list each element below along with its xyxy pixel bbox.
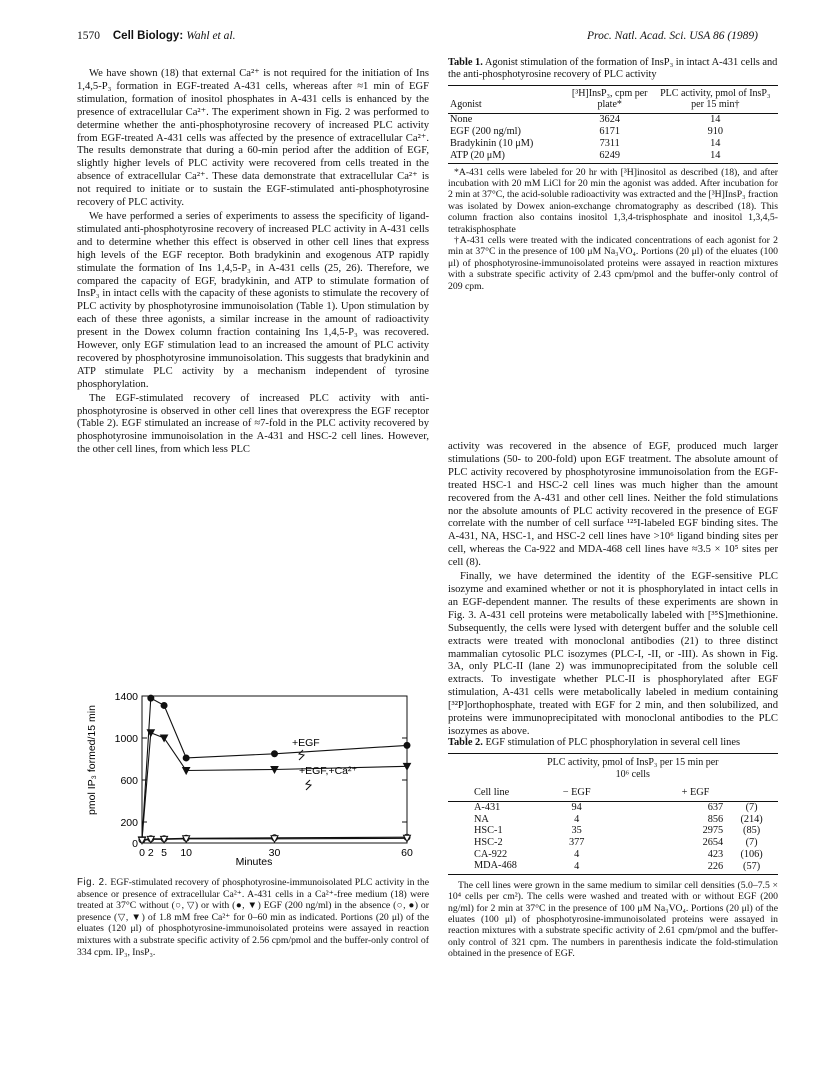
- paragraph: Finally, we have determined the identity of the EGF-sensitive PLC isozyme and examined whether or not it is phosphorylated in intact cells in an EGF-dependent manner. The results of these experiments are shown in Fig. 3. A-431 cell proteins were metabolically labeled with [³⁵S]methionine. Subsequently, the cells were lysed with detergent buffer and the soluble cell extracts were treated with monoclonal antibodies (21) to three distinct mammalian cytosolic PLC isozymes (PLC-I, -II, or -III). As shown in Fig. 3A, only PLC-II (lane 2) was immunoprecipitated from the soluble cell extracts. To investigate whether PLC-II is phosphorylated after EGF stimulation, A-431 cells were metabolically labeled in medium containing [³²P]orthophosphate, treated with EGF for 2 min, and then solubilized, and proteins were immunoprecipitated with monoclonal antibodies to the PLC isozymes as above.: [448, 571, 778, 737]
- table-row: [448, 126, 778, 138]
- table-cell: 226: [707, 861, 724, 873]
- table-cell: ATP (20 μM): [450, 150, 505, 162]
- table-cell: 4: [574, 813, 580, 825]
- data-point: [161, 702, 167, 708]
- chart-series: [139, 695, 411, 844]
- paragraph: The EGF-stimulated recovery of increased PLC activity with anti-phosphotyrosine is observed in other cell lines that overexpress the EGF receptor (Table 2). EGF stimulated an increase of ≈7-fold in the PLC activity recovered by phosphotyrosine immunoisolation in the A-431 and HSC-2 cell lines. However, the other cell lines, from which less PLC: [77, 392, 429, 456]
- table-cell: (106): [740, 848, 763, 860]
- table-2: [448, 737, 778, 960]
- table-group-header-row: [448, 754, 778, 787]
- series-label-egf: +EGF: [292, 737, 320, 749]
- table-row: [448, 138, 778, 150]
- y-tick-label: 200: [120, 817, 138, 829]
- table-row: [448, 150, 778, 163]
- table-1-grid: [448, 85, 778, 164]
- table-1-footnotes: [448, 167, 778, 292]
- column-header: [³H]InsP₃, cpm per plate*: [571, 87, 648, 111]
- table-label: Table 1.: [448, 57, 483, 68]
- journal-section: [113, 30, 236, 42]
- table-cell: 3624: [599, 113, 620, 125]
- figure-2-chart: [77, 688, 437, 866]
- column-header: + EGF: [681, 786, 710, 798]
- table-cell: EGF (200 ng/ml): [450, 126, 521, 138]
- table-2-footnote: The cell lines were grown in the same medium to similar cell densities (5.0–7.5 × 10⁴ cells per cm²). The cells were washed and treated with or without EGF (200 ng/ml) for 2 min at 37°C in the presence of 100 μM Na₃VO₄. Portions (20 μl) of the eluates (100 μl) of phosphotyrosine-immunoisolated proteins were assayed in reaction mixtures with a substrate specific activity of 2.61 cpm/pmol and the buffer-only control of 321 cpm. The numbers in parenthesis indicate the fold-stimulation obtained in the presence of EGF.: [448, 879, 778, 960]
- figure-caption-text: EGF-stimulated recovery of phosphotyrosine-immunoisolated PLC activity in the absence or presence of extracellular Ca²⁺. A-431 cells in a Ca²⁺-free medium (18) were treated at 37°C without (○, ▽) or with (●, ▼) EGF (200 ng/ml) in the absence (○, ●) or presence (▽, ▼) of 1.8 mM free Ca²⁺ for 0–60 min as indicated. Portions (20 μl) of the eluates (120 μl) of phosphotyrosine-immunoisolated proteins were assayed in reaction mixtures with a substrate specific activity of 2.56 cpm/pmol and the buffer-only control of 334 cpm. IP₃, InsP₃.: [77, 877, 430, 958]
- x-tick-label: 10: [180, 847, 193, 859]
- data-point: [148, 695, 154, 701]
- left-column: [77, 68, 429, 458]
- column-header: Agonist: [450, 99, 482, 111]
- table-cell: (214): [740, 813, 763, 825]
- y-tick-label: 600: [120, 775, 138, 787]
- table-cell: (85): [743, 825, 761, 837]
- y-tick-label: 1000: [114, 733, 138, 745]
- table-cell: HSC-2: [474, 836, 503, 848]
- table-row: [448, 837, 778, 849]
- x-tick-label: 2: [147, 847, 154, 859]
- page-number: 1570: [77, 30, 100, 42]
- table-cell: 14: [710, 150, 721, 162]
- table-cell: 377: [568, 836, 585, 848]
- footnote: †A-431 cells were treated with the indicated concentrations of each agonist for 2 min at 37°C in the presence of 100 μM Na₃VO₄. Portions (20 μl) of the eluates (100 μl) of phosphotyrosine-immunoisolated proteins were assayed in reaction mixtures with a substrate specific activity of 2.43 cpm/pmol and the buffer-only control of 209 cpm.: [448, 235, 778, 292]
- table-cell: A-431: [474, 802, 501, 814]
- table-cell: 6249: [599, 150, 620, 162]
- column-header: − EGF: [562, 786, 591, 798]
- column-header: PLC activity, pmol of InsP₃ per 15 min†: [660, 87, 771, 111]
- table-row: [448, 849, 778, 861]
- table-cell: NA: [474, 813, 489, 825]
- table-1-caption: [448, 57, 778, 82]
- x-tick-label: 0: [139, 847, 145, 859]
- paragraph: We have shown (18) that external Ca²⁺ is not required for the initiation of Ins 1,4,5-P₃ formation in EGF-treated A-431 cells, whereas after ≈1 min of EGF stimulation, formation of inositol phosphates in A-431 cells is enhanced by the presence of extracellular Ca²⁺. The experiment shown in Fig. 2 was performed to determine whether the anti-phosphotyrosine recovery of increased PLC activity from EGF-treated A-431 cells was affected by the presence of extracellular Ca²⁺. The results demonstrate that during a 60-min period after the addition of EGF, slightly higher levels of PLC activity were recovered from cells treated in the absence of extracellular Ca²⁺. These data demonstrate that extracellular Ca²⁺ is not required to initiate or to sustain the EGF-stimulated anti-phosphotyrosine recovery of PLC activity.: [77, 68, 429, 209]
- table-header-row: [448, 85, 778, 113]
- table-row: [448, 860, 778, 874]
- x-axis-label: Minutes: [235, 856, 273, 866]
- y-axis-label: pmol IP₃ formed/15 min: [86, 705, 98, 815]
- table-row: [448, 825, 778, 837]
- data-point: [183, 755, 189, 761]
- right-column: [448, 441, 778, 740]
- table-cell: 423: [707, 848, 724, 860]
- data-point: [272, 751, 278, 757]
- table-cell: 637: [707, 802, 724, 814]
- table-label: Table 2.: [448, 737, 483, 748]
- table-cell: None: [450, 113, 473, 125]
- y-tick-label: 1400: [114, 691, 138, 703]
- table-caption-text: EGF stimulation of PLC phosphorylation in several cell lines: [485, 737, 740, 748]
- table-2-caption: [448, 737, 778, 749]
- table-cell: 4: [574, 861, 580, 873]
- running-header-right: Proc. Natl. Acad. Sci. USA 86 (1989): [587, 30, 758, 42]
- table-cell: 7311: [599, 138, 620, 150]
- table-row: [448, 802, 778, 814]
- table-cell: Bradykinin (10 μM): [450, 138, 534, 150]
- table-cell: (57): [743, 861, 761, 873]
- label-pointer-egf-ca: [306, 780, 311, 790]
- table-cell: 35: [571, 825, 582, 837]
- group-header: PLC activity, pmol of InsP₃ per 15 min per 10⁶ cells: [547, 757, 719, 780]
- y-tick-label: 0: [132, 838, 138, 850]
- table-cell: 2654: [702, 836, 724, 848]
- table-1: [448, 57, 778, 292]
- table-header-row: [448, 787, 778, 802]
- figure-2-caption: [77, 877, 429, 958]
- table-cell: 94: [571, 802, 582, 814]
- series-label-egf-ca: +EGF,+Ca²⁺: [299, 765, 358, 777]
- data-point: [161, 735, 168, 742]
- table-cell: 856: [707, 813, 724, 825]
- table-caption-text: Agonist stimulation of the formation of InsP₃ in intact A-431 cells and the anti-phosphotyrosine recovery of PLC activity: [448, 57, 778, 81]
- figure-label: Fig. 2.: [77, 877, 108, 888]
- table-cell: 6171: [599, 126, 620, 138]
- table-cell: MDA-468: [474, 860, 517, 872]
- section-label: Cell Biology:: [112, 30, 184, 42]
- table-cell: HSC-1: [474, 825, 503, 837]
- table-cell: 14: [710, 113, 721, 125]
- table-cell: CA-922: [474, 848, 508, 860]
- figure-2-svg: [77, 688, 437, 866]
- running-header-left: [77, 30, 235, 42]
- table-row: [448, 113, 778, 126]
- paragraph: We have performed a series of experiments to assess the specificity of ligand-stimulated anti-phosphotyrosine recovery of increased PLC activity in A-431 cells and to determine whether this effect is observed in other cell lines that express high levels of the EGF receptor. Both bradykinin and exogenous ATP rapidly stimulate the formation of Ins 1,4,5-P₃ in A-431 cells (25, 26). Therefore, we compared the capacity of EGF, bradykinin, and ATP to stimulate formation of InsP₃ in intact cells with the capacity of these agonists to stimulate the recovery of PLC activity by phosphotyrosine immunoisolation (Table 1). Upon stimulation by each of these three agonists, a similar increase in the amount of radioactivity present in the Dowex column fraction containing Ins 1,4,5-P₃ was recovered. However, only EGF stimulation lead to an increased the amount of PLC activity recovered by phosphotyrosine immunoisolation. This suggests that bradykinin and ATP stimulate PLC activity by a mechanism independent of tyrosine phosphorylation.: [77, 210, 429, 390]
- table-cell: 4: [574, 848, 580, 860]
- chart-axes: [115, 691, 413, 859]
- series-line: [142, 733, 407, 840]
- x-tick-label: 60: [401, 847, 413, 859]
- column-header: Cell line: [474, 786, 510, 798]
- table-cell: 910: [707, 126, 724, 138]
- paragraph: activity was recovered in the absence of EGF, produced much larger stimulations (50- to 200-fold) upon EGF treatment. The absolute amount of PLC activity recovered by phosphotyrosine immunoisolation from the EGF-treated HSC-1 and HSC-2 cell lines was much higher than the amount recovered from the A-431 and other cell lines. Neither the fold stimulations nor the absolute amounts of PLC activity recovered in the presence of EGF correlate with the number of cell surface ¹²⁵I-labeled EGF binding sites. The A-431, NA, HSC-1, and HSC-2 cell lines have >10⁶ ligand binding sites per cell, whereas the Ca-922 and MDA-468 cell lines have ≈3.5 × 10⁵ sites per cell (8).: [448, 441, 778, 569]
- table-cell: (7): [745, 802, 758, 814]
- x-tick-label: 5: [161, 847, 168, 859]
- table-row: [448, 814, 778, 826]
- table-2-grid: [448, 753, 778, 874]
- author-line: Wahl et al.: [186, 30, 236, 42]
- table-cell: 14: [710, 138, 721, 150]
- table-cell: (7): [745, 836, 758, 848]
- footnote: *A-431 cells were labeled for 20 hr with [³H]inositol as described (18), and after incubation with 20 mM LiCl for 20 min the agonist was added. After incubation for 2 min at 37°C, the acid-soluble radioactivity was extracted and the [³H]InsP₃ fraction was isolated by Dowex anion-exchange chromatography as described (18). This column fraction also contains inositol 1,3,4-trisphosphate and inositol 1,3,4,5-tetrakisphosphate: [448, 166, 779, 235]
- x-tick-label: 30: [268, 847, 281, 859]
- table-cell: 2975: [702, 825, 724, 837]
- data-point: [404, 742, 410, 748]
